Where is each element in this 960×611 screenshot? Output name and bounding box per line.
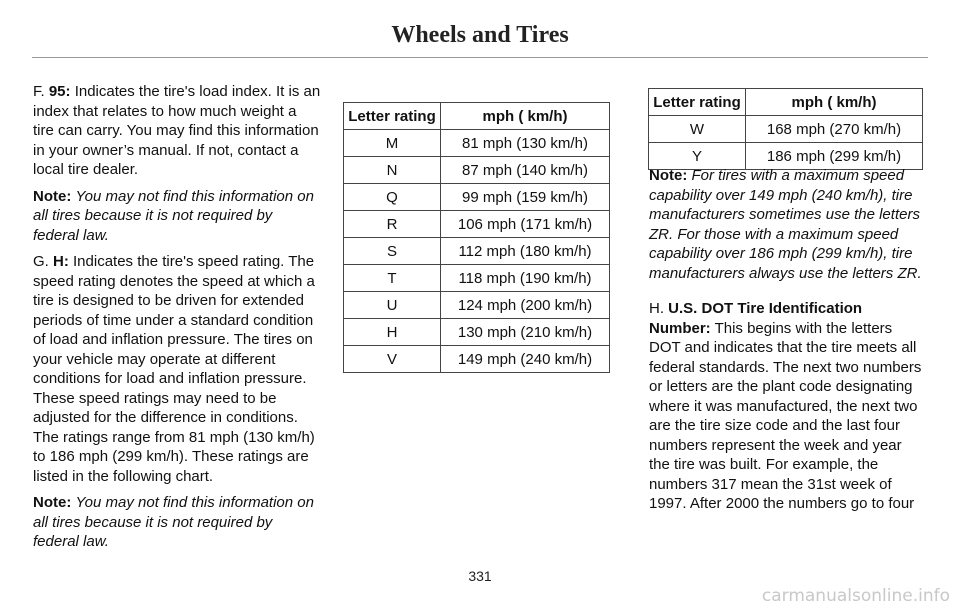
note-zr-text: For tires with a maximum speed capability over 149 mph (240 km/h), tire manufacturers sometimes use the letters ZR. For those with a maximum speed capability over 186 mph (299 km/h), tire manufacturers always use the letters ZR. [649,167,922,282]
note-2-label: Note: [33,494,72,511]
note-1 [33,187,321,246]
letter-cell: U [344,292,441,319]
note-2 [33,493,321,552]
table-header-row [344,103,610,130]
column-header-speed: mph ( km/h) [746,89,923,116]
speed-rating-table-1 [343,102,610,373]
letter-cell: H [344,319,441,346]
table-row [344,319,610,346]
column-header-letter: Letter rating [344,103,441,130]
letter-cell: M [344,130,441,157]
table-row [344,157,610,184]
speed-cell: 106 mph (171 km/h) [441,211,610,238]
paragraph-f [33,82,321,180]
column-header-letter: Letter rating [649,89,746,116]
speed-cell: 168 mph (270 km/h) [746,116,923,143]
column-header-speed: mph ( km/h) [441,103,610,130]
speed-rating-table-2 [648,88,923,170]
g-text: Indicates the tire's speed rating. The speed rating denotes the speed at which a tire is designed to be driven for extended periods of time under a standard condition of load and inflation pressure. The tires on your vehicle may operate at different conditions for load and inflation pressure. These speed ratings may need to be adjusted for the difference in conditions. The ratings range from 81 mph (130 km/h) to 186 mph (299 km/h). These ratings are listed in the following chart. [33,253,315,485]
speed-cell: 81 mph (130 km/h) [441,130,610,157]
g-label: G. [33,253,49,270]
page-number: 331 [468,568,492,584]
note-1-text: You may not find this information on all tires because it is not required by federal law. [33,187,314,244]
speed-cell: 149 mph (240 km/h) [441,346,610,373]
letter-cell: W [649,116,746,143]
letter-cell: Q [344,184,441,211]
speed-cell: 118 mph (190 km/h) [441,265,610,292]
table-row [344,184,610,211]
table-row [344,238,610,265]
table-row [649,116,923,143]
right-column [649,166,925,521]
letter-cell: Y [649,143,746,170]
page-title: Wheels and Tires [391,22,569,48]
h-label: H. [649,300,664,317]
h-code: U.S. DOT Tire Identification Number: [649,300,863,337]
left-column [33,82,321,559]
speed-cell: 130 mph (210 km/h) [441,319,610,346]
speed-cell: 99 mph (159 km/h) [441,184,610,211]
speed-cell: 112 mph (180 km/h) [441,238,610,265]
h-text: This begins with the letters DOT and indicates that the tire meets all federal standards. The next two numbers or letters are the plant code designating where it was manufactured, the next two are the tire size code and the last four numbers represent the week and year the tire was built. For example, the numbers 317 mean the 31st week of 1997. After 2000 the numbers go to four [649,319,922,512]
speed-cell: 186 mph (299 km/h) [746,143,923,170]
note-zr [649,166,925,283]
table-row [344,346,610,373]
letter-cell: V [344,346,441,373]
letter-cell: S [344,238,441,265]
table-row [344,265,610,292]
f-code: 95: [48,83,71,100]
table-row [344,292,610,319]
speed-cell: 87 mph (140 km/h) [441,157,610,184]
f-label: F. [33,83,45,100]
note-2-text: You may not find this information on all tires because it is not required by federal law. [33,494,314,550]
table-row [344,130,610,157]
paragraph-g [33,252,321,486]
note-zr-label: Note: [649,167,688,184]
letter-cell: N [344,157,441,184]
letter-cell: R [344,211,441,238]
f-text: Indicates the tire's load index. It is an index that relates to how much weight a tire can carry. You may find this information in your owner’s manual. If not, contact a local tire dealer. [33,83,321,178]
speed-cell: 124 mph (200 km/h) [441,292,610,319]
paragraph-h [649,299,925,514]
g-code: H: [53,253,69,270]
watermark: carmanualsonline.info [761,586,950,606]
table-header-row [649,89,923,116]
note-1-label: Note: [33,187,72,205]
header-divider [32,57,928,58]
table-row [344,211,610,238]
letter-cell: T [344,265,441,292]
